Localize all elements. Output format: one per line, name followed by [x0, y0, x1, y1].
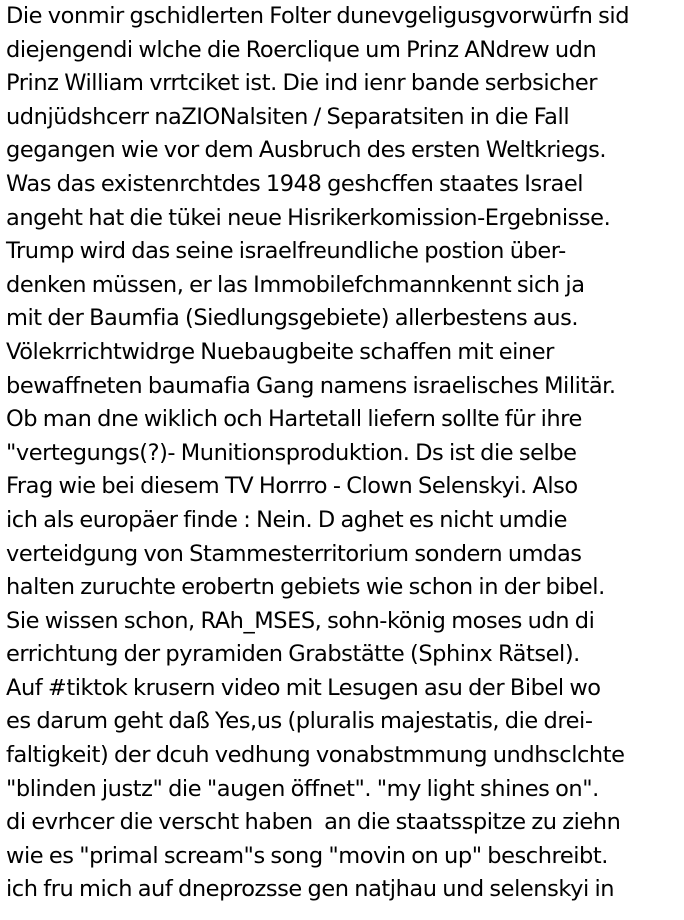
text-line-6: Was das existenrchtdes 1948 geshcffen staates Israel: [6, 170, 584, 197]
text-line-25: di evrhcer die verscht haben an die staatsspitze zu ziehn: [6, 809, 621, 836]
text-line-11: Völekrrichtwidrge Nuebaugbeite schaffen mit einer: [6, 338, 554, 365]
text-line-12: bewaffneten baumafia Gang namens israelisches Militär.: [6, 372, 616, 399]
text-line-24: "blinden justz" die "augen öffnet". "my light shines on".: [6, 775, 599, 802]
text-line-8: Trump wird das seine israelfreundliche postion über-: [6, 238, 566, 265]
text-line-4: udnjüdshcerr naZIONalsiten / Separatsiten in die Fall: [6, 103, 570, 130]
text-line-20: errichtung der pyramiden Grabstätte (Sphinx Rätsel).: [6, 641, 580, 668]
text-line-27: ich fru mich auf dneprozsse gen natjhau und selenskyi in: [6, 876, 615, 903]
text-line-7: angeht hat die tükei neue Hisrikerkomission-Ergebnisse.: [6, 204, 611, 231]
text-line-10: mit der Baumfia (Siedlungsgebiete) allerbestens aus.: [6, 305, 579, 332]
text-line-26: wie es "primal scream"s song "movin on up" beschreibt.: [6, 842, 608, 869]
text-line-15: Frag wie bei diesem TV Horrro - Clown Selenskyi. Also: [6, 473, 578, 500]
text-line-21: Auf #tiktok krusern video mit Lesugen asu der Bibel wo: [6, 674, 601, 701]
text-line-18: halten zuruchte erobertn gebiets wie schon in der bibel.: [6, 574, 605, 601]
text-line-3: Prinz William vrrtciket ist. Die ind ienr bande serbsicher: [6, 70, 598, 97]
text-line-23: faltigkeit) der dcuh vedhung vonabstmmung undhsclchte: [6, 742, 625, 769]
text-line-14: "vertegungs(?)- Munitionsproduktion. Ds ist die selbe: [6, 439, 577, 466]
text-line-22: es darum geht daß Yes,us (pluralis majestatis, die drei-: [6, 708, 593, 735]
text-line-9: denken müssen, er las Immobilefchmannkennt sich ja: [6, 271, 585, 298]
document-text-body: [6, 0, 682, 907]
text-line-5: gegangen wie vor dem Ausbruch des ersten Weltkriegs.: [6, 137, 607, 164]
text-line-2: diejengendi wlche die Roerclique um Prinz ANdrew udn: [6, 36, 597, 63]
text-line-16: ich als europäer finde : Nein. D aghet es nicht umdie: [6, 506, 567, 533]
text-line-13: Ob man dne wiklich och Hartetall liefern sollte für ihre: [6, 406, 582, 433]
text-line-1: Die vonmir gschidlerten Folter dunevgeligusgvorwürfn sid: [6, 3, 630, 29]
text-line-19: Sie wissen schon, RAh_MSES, sohn-könig moses udn di: [6, 607, 595, 634]
text-line-17: verteidgung von Stammesterritorium sondern umdas: [6, 540, 582, 567]
